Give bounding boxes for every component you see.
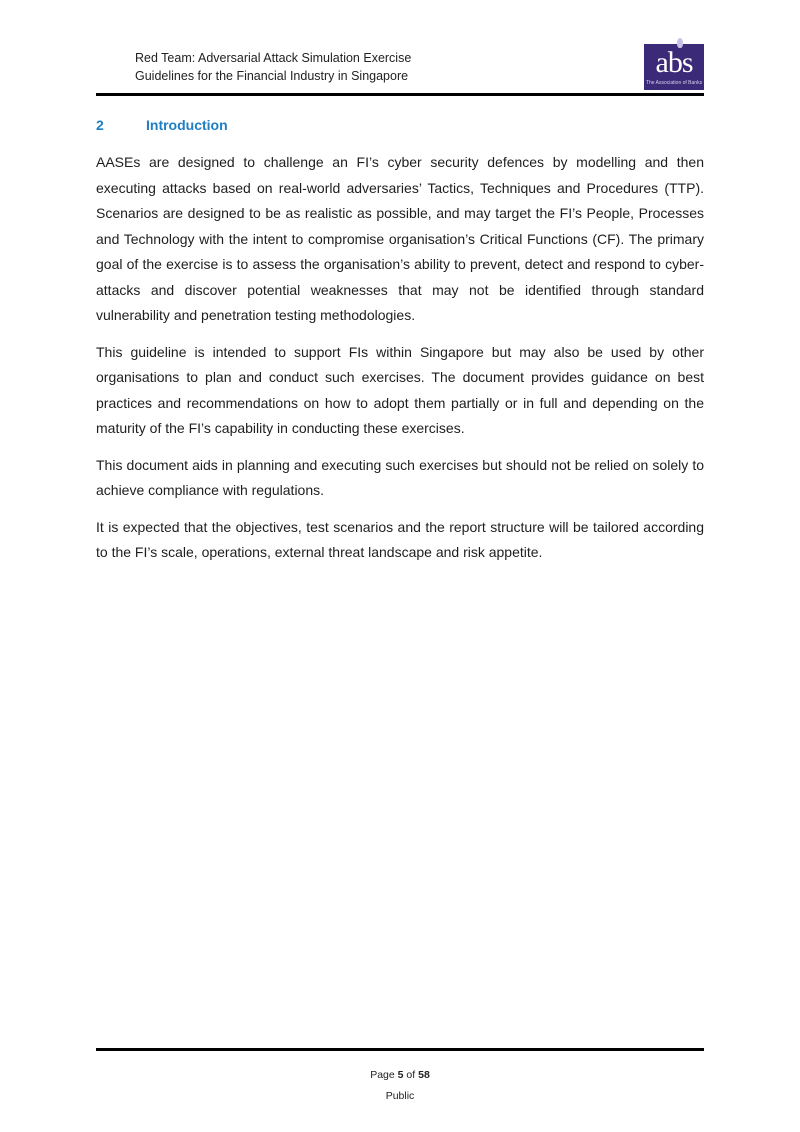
paragraph-3: This document aids in planning and executing such exercises but should not be relied on solely to achieve compliance with regulations. — [96, 456, 704, 498]
section-title: Introduction — [146, 117, 228, 133]
body-content — [96, 150, 704, 577]
logo-caption: The Association of Banks — [645, 80, 703, 86]
page-of: of — [406, 1069, 416, 1081]
section-heading — [96, 117, 228, 133]
header-title: Red Team: Adversarial Attack Simulation Exercise — [135, 51, 412, 65]
classification-label: Public — [385, 1090, 415, 1102]
paragraph-2: This guideline is intended to support FIs within Singapore but may also be used by other organisations to plan and conduct such exercises. The document provides guidance on best practices and recommendations on how to adopt them partially or in full and depending on the maturity of the FI’s capability in conducting these exercises. — [96, 343, 704, 436]
section-number: 2 — [96, 117, 104, 133]
logo-letters: abs — [655, 46, 693, 79]
running-header — [135, 49, 411, 85]
page-current: 5 — [397, 1069, 404, 1081]
page-prefix: Page — [370, 1069, 395, 1081]
header-divider — [96, 93, 704, 96]
page-number — [0, 1069, 800, 1081]
paragraph-4: It is expected that the objectives, test scenarios and the report structure will be tailored according to the FI’s scale, operations, external threat landscape and risk appetite. — [96, 518, 704, 560]
paragraph-1: AASEs are designed to challenge an FI’s cyber security defences by modelling and then executing attacks based on real-world adversaries’ Tactics, Techniques and Procedures (TTP). Scenarios are designed to be as realistic as possible, and may target the FI’s People, Processes and Technology with the intent to compromise organisation’s Critical Functions (CF). The primary goal of the exercise is to assess the organisation’s ability to prevent, detect and respond to cyber-attacks and discover potential weaknesses that may not be identified through standard vulnerability and penetration testing methodologies. — [96, 154, 704, 323]
footer-divider — [96, 1048, 704, 1051]
abs-logo — [644, 44, 704, 90]
header-subtitle: Guidelines for the Financial Industry in Singapore — [135, 69, 409, 83]
page-total: 58 — [418, 1069, 430, 1081]
